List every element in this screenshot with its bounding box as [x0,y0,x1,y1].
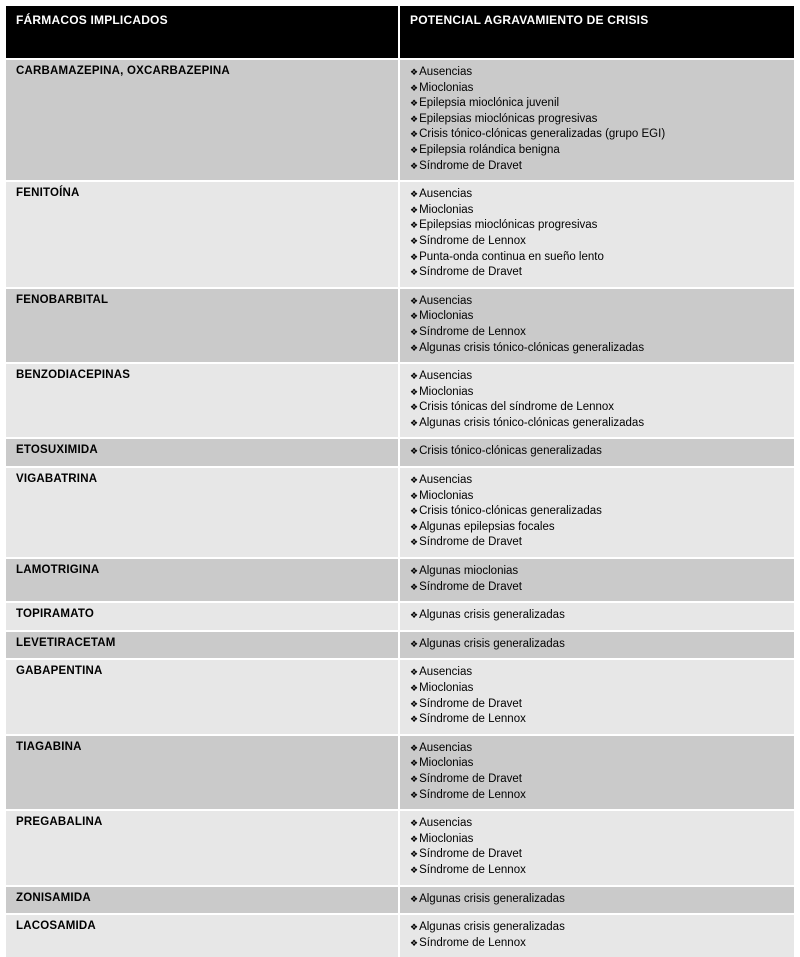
effect-text: Crisis tónico-clónicas generalizadas [419,505,602,518]
list-item [410,504,784,520]
list-item [410,203,784,219]
effects-list [410,294,784,356]
list-item [410,564,784,580]
diamond-bullet-icon: ❖ [410,668,419,679]
drug-name: BENZODIACEPINAS [6,363,399,438]
table-row [6,810,794,885]
list-item [410,65,784,81]
effect-text: Punta-onda continua en sueño lento [419,250,604,263]
effect-text: Mioclonias [419,81,474,94]
list-item [410,143,784,159]
diamond-bullet-icon: ❖ [410,699,419,710]
effect-text: Crisis tónicas del síndrome de Lennox [419,401,615,414]
diamond-bullet-icon: ❖ [410,894,419,905]
diamond-bullet-icon: ❖ [410,327,419,338]
diamond-bullet-icon: ❖ [410,850,419,861]
diamond-bullet-icon: ❖ [410,403,419,414]
drug-seizure-table [6,6,794,957]
effects-list [410,892,784,908]
diamond-bullet-icon: ❖ [410,639,419,650]
list-item [410,325,784,341]
diamond-bullet-icon: ❖ [410,343,419,354]
diamond-bullet-icon: ❖ [410,130,419,141]
effect-text: Crisis tónico-clónicas generalizadas (grupo EGI) [419,128,666,141]
list-item [410,712,784,728]
effect-text: Mioclonias [419,203,474,216]
effects-cell [399,914,794,957]
list-item [410,341,784,357]
diamond-bullet-icon: ❖ [410,252,419,263]
effect-text: Epilepsias mioclónicas progresivas [419,112,598,125]
table-row [6,438,794,467]
effect-text: Ausencias [419,741,473,754]
effects-cell [399,181,794,288]
effect-text: Ausencias [419,370,473,383]
effect-text: Síndrome de Lennox [419,713,526,726]
effects-list [410,637,784,653]
list-item [410,489,784,505]
effect-text: Algunas epilepsias focales [419,520,555,533]
effects-cell [399,886,794,915]
effect-text: Síndrome de Lennox [419,325,526,338]
diamond-bullet-icon: ❖ [410,774,419,785]
diamond-bullet-icon: ❖ [410,923,419,934]
list-item [410,863,784,879]
diamond-bullet-icon: ❖ [410,372,419,383]
diamond-bullet-icon: ❖ [410,684,419,694]
effects-cell [399,363,794,438]
effect-text: Epilepsias mioclónicas progresivas [419,219,598,232]
effects-list [410,187,784,281]
effects-cell [399,288,794,363]
list-item [410,309,784,325]
list-item [410,936,784,952]
table-row [6,363,794,438]
list-item [410,520,784,536]
list-item [410,772,784,788]
list-item [410,159,784,175]
effect-text: Epilepsia mioclónica juvenil [419,97,560,110]
effect-text: Algunas crisis generalizadas [419,637,565,650]
drug-name: LEVETIRACETAM [6,631,399,660]
list-item [410,697,784,713]
list-item [410,444,784,460]
effects-cell [399,602,794,631]
effects-cell [399,438,794,467]
table-row [6,467,794,558]
list-item [410,265,784,281]
drug-name: TOPIRAMATO [6,602,399,631]
diamond-bullet-icon: ❖ [410,582,419,593]
list-item [410,535,784,551]
effect-text: Síndrome de Dravet [419,772,522,785]
list-item [410,832,784,848]
diamond-bullet-icon: ❖ [410,447,419,458]
effect-text: Ausencias [419,817,473,830]
effect-text: Síndrome de Dravet [419,266,522,279]
diamond-bullet-icon: ❖ [410,190,419,201]
effects-cell [399,659,794,734]
effect-text: Síndrome de Dravet [419,580,522,593]
effect-text: Síndrome de Lennox [419,863,526,876]
diamond-bullet-icon: ❖ [410,759,419,770]
effect-text: Síndrome de Dravet [419,697,522,710]
effect-text: Epilepsia rolándica benigna [419,143,560,156]
list-item [410,920,784,936]
list-item [410,400,784,416]
effect-text: Síndrome de Lennox [419,788,526,801]
diamond-bullet-icon: ❖ [410,743,419,754]
effect-text: Ausencias [419,294,473,307]
effects-list [410,444,784,460]
effects-cell [399,810,794,885]
effects-list [410,65,784,174]
diamond-bullet-icon: ❖ [410,865,419,876]
diamond-bullet-icon: ❖ [410,114,419,125]
diamond-bullet-icon: ❖ [410,522,419,533]
drug-name: TIAGABINA [6,735,399,810]
list-item [410,892,784,908]
table-row [6,914,794,957]
diamond-bullet-icon: ❖ [410,834,419,845]
effects-list [410,665,784,727]
effects-cell [399,631,794,660]
list-item [410,250,784,266]
effects-list [410,473,784,551]
list-item [410,369,784,385]
effects-cell [399,735,794,810]
effect-text: Crisis tónico-clónicas generalizadas [419,445,602,458]
table-row [6,631,794,660]
list-item [410,112,784,128]
list-item [410,294,784,310]
diamond-bullet-icon: ❖ [410,476,419,487]
effect-text: Síndrome de Dravet [419,159,522,172]
table-row [6,735,794,810]
header-drugs: FÁRMACOS IMPLICADOS [6,6,399,59]
effect-text: Algunas crisis generalizadas [419,609,565,622]
drug-name: FENOBARBITAL [6,288,399,363]
effects-list [410,564,784,595]
effects-cell [399,467,794,558]
table-row [6,602,794,631]
table-row [6,59,794,181]
effect-text: Mioclonias [419,757,474,770]
diamond-bullet-icon: ❖ [410,236,419,247]
diamond-bullet-icon: ❖ [410,507,419,518]
effect-text: Mioclonias [419,310,474,323]
list-item [410,665,784,681]
effect-text: Síndrome de Lennox [419,234,526,247]
effects-cell [399,59,794,181]
list-item [410,681,784,697]
effect-text: Ausencias [419,188,473,201]
effect-text: Algunas crisis tónico-clónicas generalizadas [419,416,645,429]
diamond-bullet-icon: ❖ [410,387,419,398]
list-item [410,187,784,203]
list-item [410,608,784,624]
effect-text: Mioclonias [419,682,474,694]
diamond-bullet-icon: ❖ [410,491,419,502]
effects-list [410,816,784,878]
effect-text: Algunas mioclonias [419,565,519,578]
effects-list [410,608,784,624]
list-item [410,816,784,832]
effects-list [410,920,784,951]
list-item [410,580,784,596]
effect-text: Ausencias [419,666,473,679]
drug-name: LAMOTRIGINA [6,558,399,602]
table-row [6,659,794,734]
list-item [410,741,784,757]
diamond-bullet-icon: ❖ [410,567,419,578]
diamond-bullet-icon: ❖ [410,99,419,110]
list-item [410,847,784,863]
effect-text: Síndrome de Dravet [419,848,522,861]
list-item [410,473,784,489]
effect-text: Ausencias [419,474,473,487]
diamond-bullet-icon: ❖ [410,68,419,78]
diamond-bullet-icon: ❖ [410,83,419,94]
drug-name: CARBAMAZEPINA, OXCARBAZEPINA [6,59,399,181]
list-item [410,96,784,112]
table-body [6,59,794,957]
diamond-bullet-icon: ❖ [410,312,419,323]
diamond-bullet-icon: ❖ [410,715,419,726]
diamond-bullet-icon: ❖ [410,611,419,622]
diamond-bullet-icon: ❖ [410,790,419,801]
drug-name: VIGABATRINA [6,467,399,558]
effect-text: Síndrome de Dravet [419,536,522,549]
table-row [6,181,794,288]
diamond-bullet-icon: ❖ [410,221,419,232]
diamond-bullet-icon: ❖ [410,296,419,307]
effects-list [410,369,784,431]
list-item [410,234,784,250]
list-item [410,385,784,401]
effect-text: Síndrome de Lennox [419,936,526,949]
drug-name: FENITOÍNA [6,181,399,288]
drug-name: LACOSAMIDA [6,914,399,957]
effect-text: Algunas crisis generalizadas [419,892,565,905]
diamond-bullet-icon: ❖ [410,538,419,549]
diamond-bullet-icon: ❖ [410,938,419,949]
drug-name: ETOSUXIMIDA [6,438,399,467]
header-effects: POTENCIAL AGRAVAMIENTO DE CRISIS [399,6,794,59]
diamond-bullet-icon: ❖ [410,819,419,830]
diamond-bullet-icon: ❖ [410,205,419,216]
drug-name: GABAPENTINA [6,659,399,734]
effect-text: Ausencias [419,66,473,78]
diamond-bullet-icon: ❖ [410,145,419,156]
diamond-bullet-icon: ❖ [410,161,419,172]
drug-name: ZONISAMIDA [6,886,399,915]
list-item [410,218,784,234]
effect-text: Algunas crisis generalizadas [419,921,565,934]
table-row [6,558,794,602]
list-item [410,637,784,653]
drug-name: PREGABALINA [6,810,399,885]
table-header-row [6,6,794,59]
list-item [410,81,784,97]
table-row [6,288,794,363]
table-row [6,886,794,915]
effects-cell [399,558,794,602]
effect-text: Mioclonias [419,832,474,845]
list-item [410,416,784,432]
effect-text: Mioclonias [419,489,474,502]
list-item [410,127,784,143]
diamond-bullet-icon: ❖ [410,418,419,429]
list-item [410,756,784,772]
list-item [410,788,784,804]
effect-text: Mioclonias [419,385,474,398]
diamond-bullet-icon: ❖ [410,268,419,279]
effect-text: Algunas crisis tónico-clónicas generalizadas [419,341,645,354]
effects-list [410,741,784,803]
